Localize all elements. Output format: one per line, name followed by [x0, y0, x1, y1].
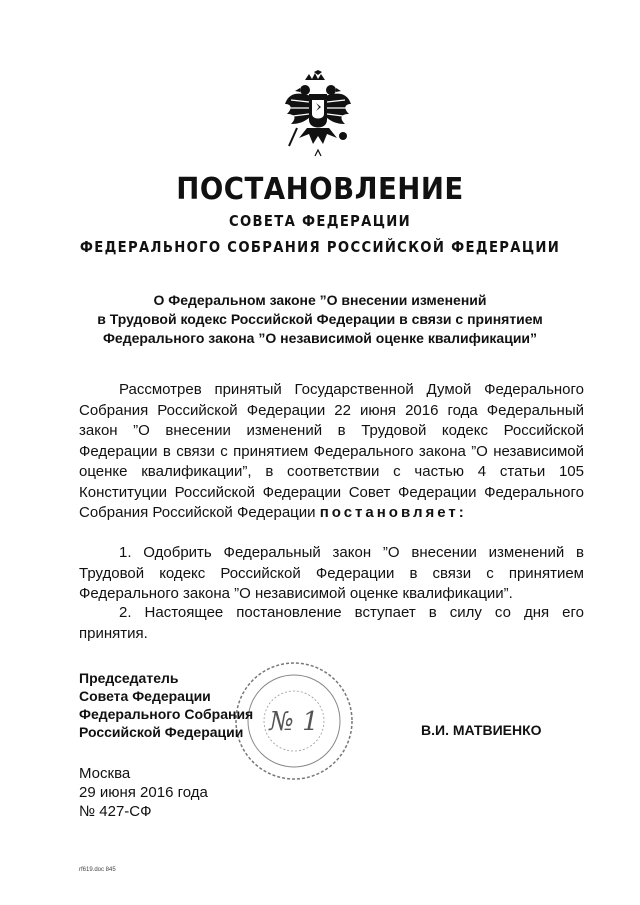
signatory-title-line-3: Федерального Собрания: [79, 706, 254, 722]
preamble-paragraph: [79, 380, 584, 524]
verdict-word: постановляет:: [319, 504, 467, 521]
issuing-body-line2: ФЕДЕРАЛЬНОГО СОБРАНИЯ РОССИЙСКОЙ ФЕДЕРАЦИИ: [79, 238, 561, 256]
preamble-text: Рассмотрев принятый Государственной Думой Федерального Собрания Российской Федерации 22 июня 2016 года Федеральный закон ”О внесении изменений в Трудовой кодекс Российской Федерации в связи с принятием Федерального закона ”О независимой оценке квалификации”, в соответствии с частью 4 статьи 105 Конституции Российской Федерации Совет Федерации Федерального Собрания Российской Федерации: [79, 381, 584, 521]
signatory-title-line-4: Российской Федерации: [79, 724, 244, 740]
signatory-title-line-1: Председатель: [79, 670, 179, 686]
place-and-date: [79, 764, 208, 821]
subject-line-2: в Трудовой кодекс Российской Федерации в связи с принятием: [97, 311, 543, 327]
signatory-name: В.И. МАТВИЕНКО: [421, 722, 542, 738]
issuing-body-line1: СОВЕТА ФЕДЕРАЦИИ: [228, 212, 412, 230]
subject-line-3: Федерального закона ”О независимой оценке квалификации”: [102, 330, 538, 346]
resolution-item-1: 1. Одобрить Федеральный закон ”О внесении изменений в Трудовой кодекс Российской Федерации в связи с принятием Федерального закона ”О независимой оценке квалификации”.: [79, 544, 584, 602]
date: 29 июня 2016 года: [79, 784, 208, 801]
signatory-title-line-2: Совета Федерации: [79, 688, 211, 704]
file-reference: rf619.doc 845: [79, 867, 116, 873]
seal-number: № 1: [269, 707, 319, 737]
city: Москва: [79, 765, 131, 782]
document-subject: [60, 291, 580, 348]
subject-line-1: О Федеральном законе ”О внесении изменений: [153, 292, 487, 308]
signatory-title: [79, 669, 253, 741]
coat-of-arms-icon: [283, 70, 353, 158]
document-number: № 427-СФ: [79, 803, 152, 820]
document-type-title: ПОСТАНОВЛЕНИЕ: [176, 172, 464, 207]
resolution-item-2: 2. Настоящее постановление вступает в силу со дня его принятия.: [79, 604, 584, 642]
